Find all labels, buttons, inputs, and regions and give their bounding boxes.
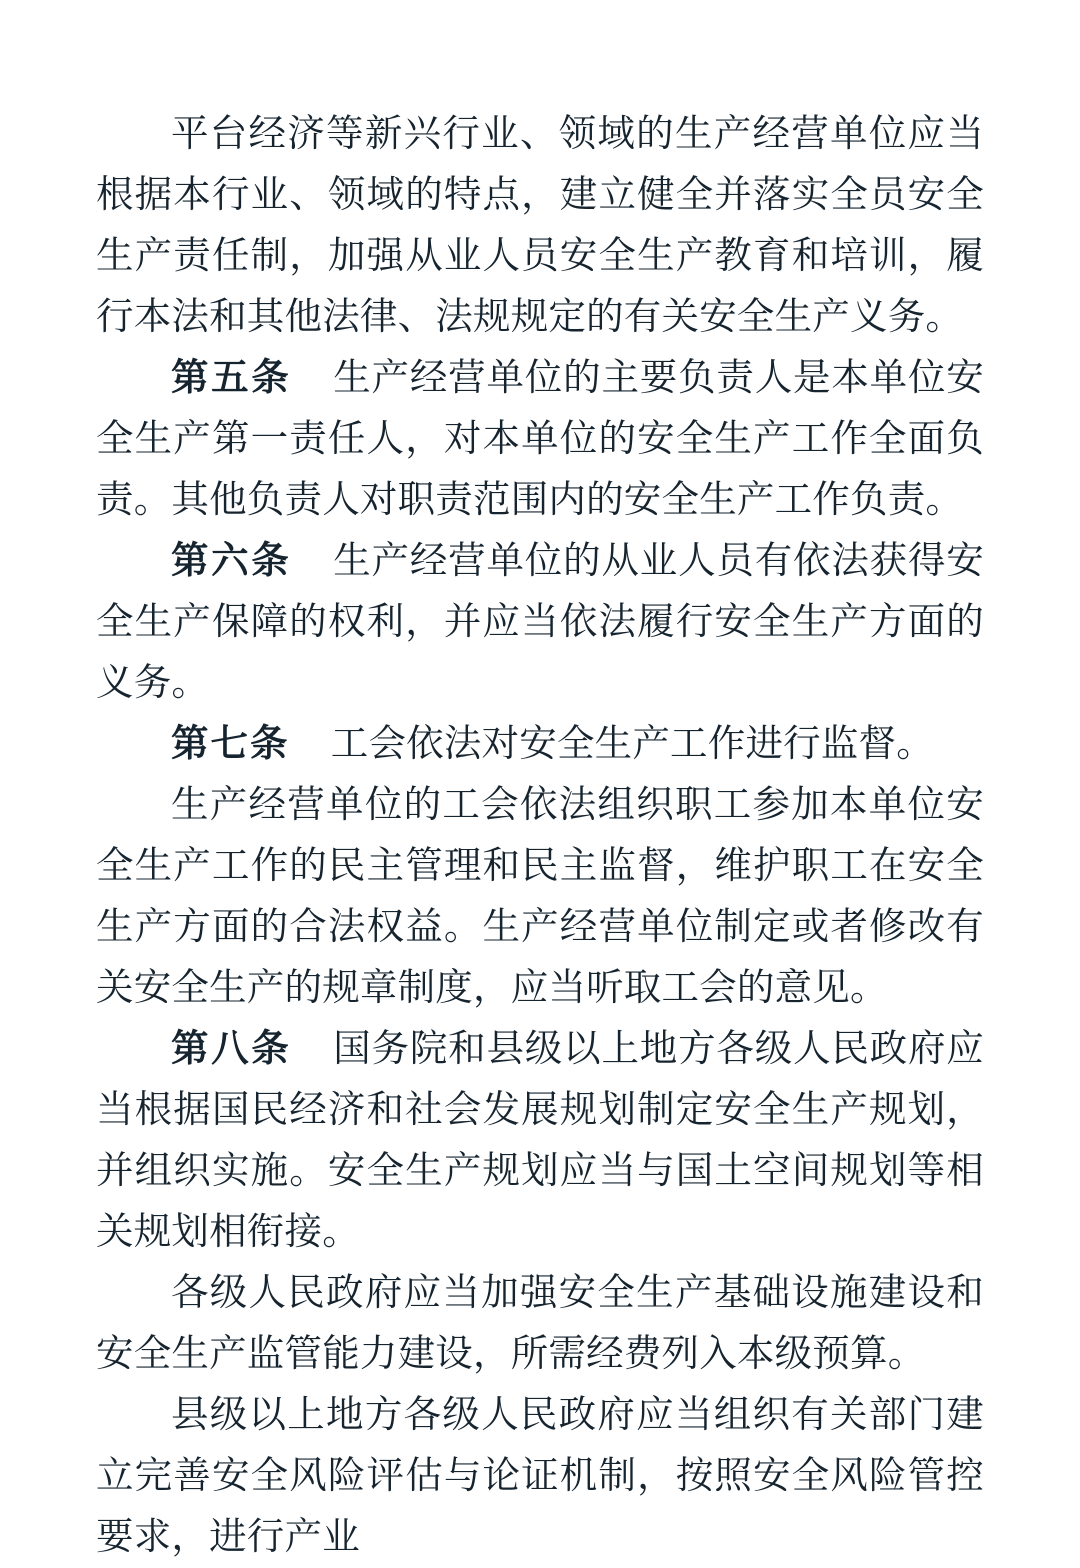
- paragraph-text: 各级人民政府应当加强安全生产基础设施建设和安全生产监管能力建设，所需经费列入本级预算。: [96, 1273, 984, 1375]
- article-label: 第六条: [171, 541, 292, 582]
- paragraph-article-8-sub1: [96, 1263, 984, 1385]
- paragraph-text: 国务院和县级以上地方各级人民政府应当根据国民经济和社会发展规划制定安全生产规划，并组织实施。安全生产规划应当与国土空间规划等相关规划相衔接。: [96, 1029, 984, 1253]
- article-label: 第七条: [171, 724, 290, 765]
- paragraph-article-6: [96, 531, 984, 714]
- paragraph-article-8-sub2: [96, 1385, 984, 1568]
- paragraph-text: 生产经营单位的工会依法组织职工参加本单位安全生产工作的民主管理和民主监督，维护职工在安全生产方面的合法权益。生产经营单位制定或者修改有关安全生产的规章制度，应当听取工会的意见。: [96, 785, 984, 1009]
- document-body: [96, 104, 984, 1568]
- article-label: 第八条: [171, 1029, 292, 1070]
- article-label: 第五条: [171, 358, 292, 399]
- paragraph-text: 工会依法对安全生产工作进行监督。: [330, 724, 934, 765]
- paragraph-article-8: [96, 1019, 984, 1263]
- paragraph-article-7: [96, 714, 984, 775]
- paragraph-text: 县级以上地方各级人民政府应当组织有关部门建立完善安全风险评估与论证机制，按照安全风险管控要求，进行产业: [96, 1395, 984, 1558]
- paragraph-article-5: [96, 348, 984, 531]
- paragraph-text: 生产经营单位的主要负责人是本单位安全生产第一责任人，对本单位的安全生产工作全面负责。其他负责人对职责范围内的安全生产工作负责。: [96, 358, 984, 521]
- paragraph-article-7-sub: [96, 775, 984, 1019]
- paragraph-text: 生产经营单位的从业人员有依法获得安全生产保障的权利，并应当依法履行安全生产方面的义务。: [96, 541, 984, 704]
- paragraph-text: 平台经济等新兴行业、领域的生产经营单位应当根据本行业、领域的特点，建立健全并落实全员安全生产责任制，加强从业人员安全生产教育和培训，履行本法和其他法律、法规规定的有关安全生产义务。: [96, 114, 984, 338]
- paragraph-platform-economy: [96, 104, 984, 348]
